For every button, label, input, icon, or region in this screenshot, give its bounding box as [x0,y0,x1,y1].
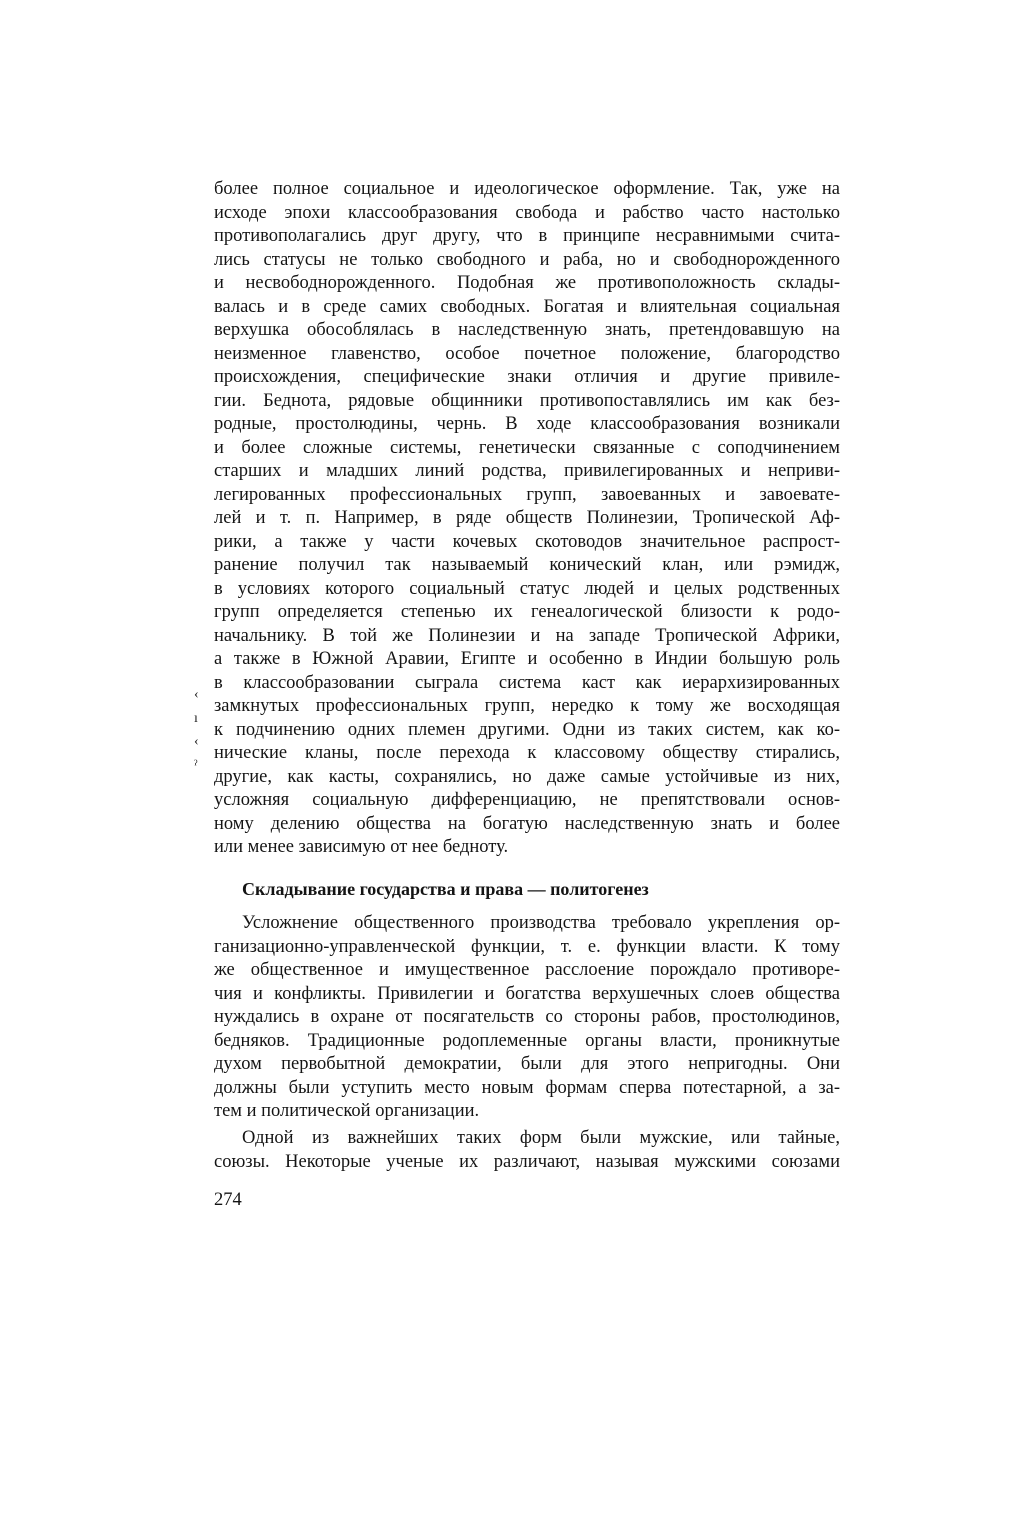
text-line: должны были уступить место новым формам сперва потестарной, а за- [214,1077,840,1098]
text-line: к подчинению одних племен другими. Одни из таких систем, как ко- [214,719,840,740]
text-line: лись статусы не только свободного и раба, но и свободнорожденного [214,249,840,270]
text-line: или менее зависимую от нее бедноту. [214,837,509,857]
text-line: валась и в среде самих свободных. Богатая и влиятельная социальная [214,296,840,317]
text-line: противополагались друг другу, что в принципе несравнимыми счита- [214,226,840,246]
text-line: замкнутых профессиональных групп, нередко к тому же восходящая [214,696,840,716]
text-line: чия и конфликты. Привилегии и богатства верхушечных слоев общества [214,983,840,1004]
text-line: старших и младших линий родства, привилегированных и неприви- [214,461,840,481]
text-line: и более сложные системы, генетически связанные с соподчинением [214,437,840,458]
text-line: ранение получил так называемый конический клан, или рэмидж, [214,555,840,575]
text-line: неизменное главенство, особое почетное положение, благородство [214,343,840,364]
text-line: начальнику. В той же Полинезии и на западе Тропической Африки, [214,625,840,646]
text-line: в условиях которого социальный статус людей и целых родственных [214,578,840,599]
paragraph-2 [214,912,840,1124]
text-line: духом первобытной демократии, были для этого непригодны. Они [214,1054,840,1074]
text-line: групп определяется степенью их генеалогической близости к родо- [214,602,840,622]
text-line: и несвободнорожденного. Подобная же противоположность склады- [214,273,840,293]
margin-mark: ı [194,710,198,726]
text-line: нические кланы, после перехода к классовому обществу стирались, [214,743,840,763]
text-line: нуждались в охране от посягательств со стороны рабов, простолюдинов, [214,1007,840,1027]
text-line: ганизационно-управленческой функции, т. е. функции власти. К тому [214,936,840,957]
text-line: родные, простолюдины, чернь. В ходе классообразования возникали [214,414,840,434]
text-line: Усложнение общественного производства требовало укрепления ор- [242,913,840,933]
text-line: исходе эпохи классообразования свобода и рабство часто настолько [214,202,840,223]
text-line: гии. Беднота, рядовые общинники противопоставлялись им как без- [214,390,840,411]
paragraph-3 [214,1127,840,1174]
text-line: другие, как касты, сохранялись, но даже самые устойчивые из них, [214,766,840,787]
text-line: усложняя социальную дифференциацию, не препятствовали основ- [214,790,840,810]
text-line: бедняков. Традиционные родоплеменные органы власти, проникнутые [214,1030,840,1051]
text-line: а также в Южной Аравии, Египте и особенно в Индии большую роль [214,649,840,669]
page-number: 274 [214,1190,242,1210]
section-heading: Складывание государства и права — политогенез [242,879,649,899]
text-line: более полное социальное и идеологическое оформление. Так, уже на [214,179,840,199]
text-line: легированных профессиональных групп, завоеванных и завоевате- [214,484,840,505]
margin-mark: ‹ [194,734,199,749]
text-line: происхождения, специфические знаки отличия и другие привиле- [214,367,840,387]
text-line: тем и политической организации. [214,1101,480,1121]
text-line: Одной из важнейших таких форм были мужские, или тайные, [242,1128,840,1148]
text-line: ному делению общества на богатую наследственную знать и более [214,813,840,834]
text-line: лей и т. п. Например, в ряде обществ Полинезии, Тропической Аф- [214,508,840,528]
text-line: рики, а также у части кочевых скотоводов значительное распрост- [214,531,840,552]
margin-mark: ˀ [194,757,198,773]
paragraph-1 [214,178,840,860]
margin-mark: ‹ [194,687,199,702]
text-line: верхушка обособлялась в наследственную знать, претендовавшую на [214,320,840,340]
text-line: союзы. Некоторые ученые их различают, называя мужскими союзами [214,1151,840,1172]
text-line: в классообразовании сыграла система каст как иерархизированных [214,672,840,693]
text-line: же общественное и имущественное расслоение порождало противоре- [214,960,840,980]
margin-marks [194,683,206,777]
